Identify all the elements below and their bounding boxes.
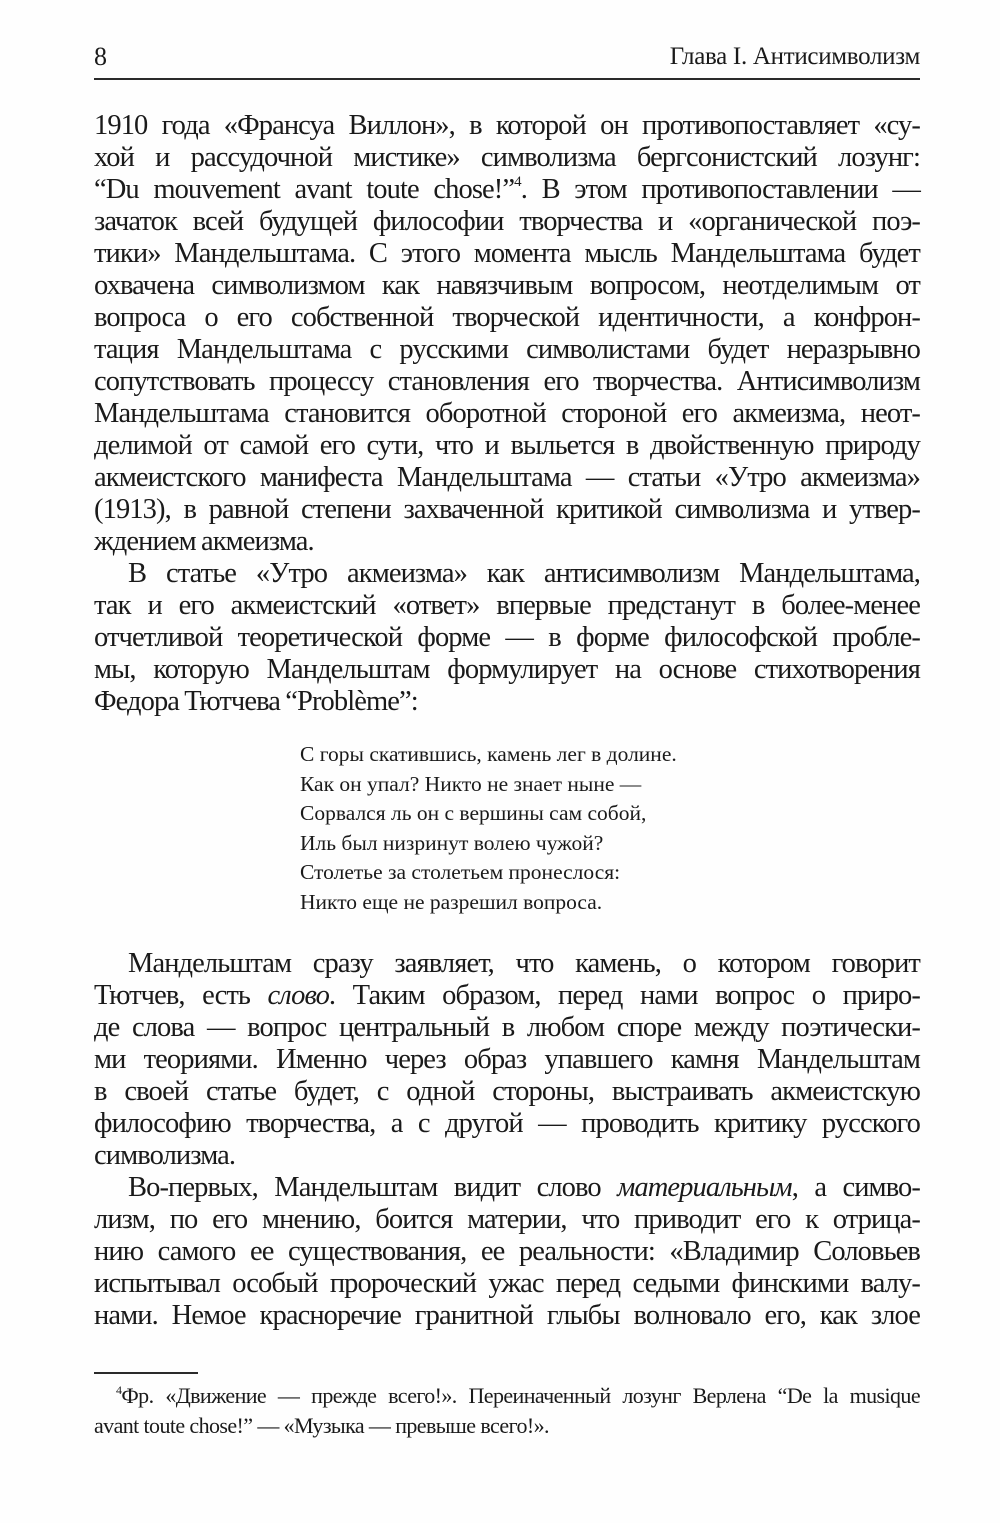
footnote-rule (94, 1372, 198, 1374)
paragraph-1 (94, 110, 920, 558)
text-fragment: Фр. «Движение — прежде всего!». Переиначенный лозунг Верлена “De la musique (121, 1382, 920, 1408)
poem-line: Как он упал? Никто не знает ныне — (300, 771, 642, 796)
page-header (94, 42, 920, 78)
text-line: философию творчества, а с другой — проводить критику русского (94, 1107, 920, 1139)
poem-quote (300, 740, 920, 918)
text-line: делимой от самой его сути, что и выльется в двойственную природу (94, 430, 920, 461)
poem-line: С горы скатившись, камень лег в долине. (300, 742, 677, 766)
text-line: лизм, по его мнению, боится материи, что приводит его к отрица- (94, 1203, 920, 1235)
text-line: вопроса о его собственной творческой идентичности, а конфрон- (94, 302, 920, 333)
paragraph-3 (94, 948, 920, 1172)
french-quote: “Du mouvement avant toute chose!” (94, 174, 515, 205)
paragraph-2 (94, 558, 920, 718)
text-line: сопутствовать процессу становления его творчества. Антисимволизм (94, 366, 920, 397)
poem-line: Иль был низринут волею чужой? (300, 830, 604, 855)
text-fragment: . В этом противопоставлении — (520, 174, 920, 205)
text-line: В статье «Утро акмеизма» как антисимволизм Мандельштама, (128, 558, 920, 589)
footnote-4 (94, 1381, 920, 1441)
text-line: ми теориями. Именно через образ упавшего камня Мандельштам (94, 1043, 920, 1075)
text-line: зачаток всей будущей философии творчества и «органической поэ- (94, 206, 920, 237)
text-line: охвачена символизмом как навязчивым вопросом, неотделимым от (94, 270, 920, 301)
text-line: так и его акмеистский «ответ» впервые предстанут в более-менее (94, 590, 920, 621)
text-line: испытывал особый пророческий ужас перед седыми финскими валу- (94, 1267, 920, 1299)
text-line: тики» Мандельштама. С этого момента мысль Мандельштама будет (94, 238, 920, 269)
text-line: символизма. (94, 1139, 236, 1171)
text-line: акмеистского манифеста Мандельштама — статьи «Утро акмеизма» (94, 462, 920, 493)
text-line: 1910 года «Франсуа Виллон», в которой он противопоставляет «су- (94, 110, 920, 141)
text-line (94, 174, 920, 206)
footnote-line: avant toute chose!” — «Музыка — превыше всего!». (94, 1412, 549, 1438)
text-line: в своей статье будет, с одной стороны, выстраивать акмеистскую (94, 1075, 920, 1107)
text-line (94, 980, 920, 1012)
text-line: отчетливой теоретической форме — в форме философской пробле- (94, 622, 920, 653)
poem-line: Никто еще не разрешил вопроса. (300, 889, 603, 914)
header-rule (94, 78, 920, 80)
text-line: де слова — вопрос центральный в любом споре между поэтически- (94, 1011, 920, 1043)
text-line: нию самого ее существования, ее реальности: «Владимир Соловьев (94, 1235, 920, 1267)
poem-line: Столетье за столетьем пронеслося: (300, 860, 621, 885)
text-line: тация Мандельштама с русскими символистами будет неразрывно (94, 334, 920, 365)
text-line: мы, которую Мандельштам формулирует на основе стихотворения (94, 654, 920, 685)
text-line: (1913), в равной степени захваченной критикой символизма и утвер- (94, 494, 920, 525)
running-title: Глава I. Антисимволизм (669, 43, 920, 70)
text-line (94, 1172, 920, 1204)
text-line: нами. Немое красноречие гранитной глыбы волновало его, как злое (94, 1299, 920, 1331)
paragraph-4 (94, 1172, 920, 1332)
footnote-line (94, 1381, 920, 1411)
text-fragment: , а симво- (791, 1171, 920, 1203)
text-fragment: Во-первых, Мандельштам видит слово (128, 1171, 618, 1203)
footnote-number: 4 (116, 1382, 122, 1397)
text-line: Мандельштама становится оборотной стороной его акмеизма, неот- (94, 398, 920, 429)
page-number: 8 (94, 42, 107, 71)
text-line: хой и рассудочной мистике» символизма бергсонистский лозунг: (94, 142, 920, 173)
italic-term: слово (267, 979, 329, 1011)
text-line: Федора Тютчева “Problème”: (94, 686, 418, 717)
text-fragment: Тютчев, есть (94, 979, 268, 1011)
italic-term: материальным (617, 1171, 792, 1203)
poem-line: Сорвался ль он с вершины сам собой, (300, 801, 647, 826)
footnote-ref[interactable]: 4 (514, 174, 521, 190)
text-fragment: . Таким образом, перед нами вопрос о приро- (328, 979, 921, 1011)
text-line: ждением акмеизма. (94, 526, 314, 557)
text-line: Мандельштам сразу заявляет, что камень, о котором говорит (128, 947, 920, 979)
